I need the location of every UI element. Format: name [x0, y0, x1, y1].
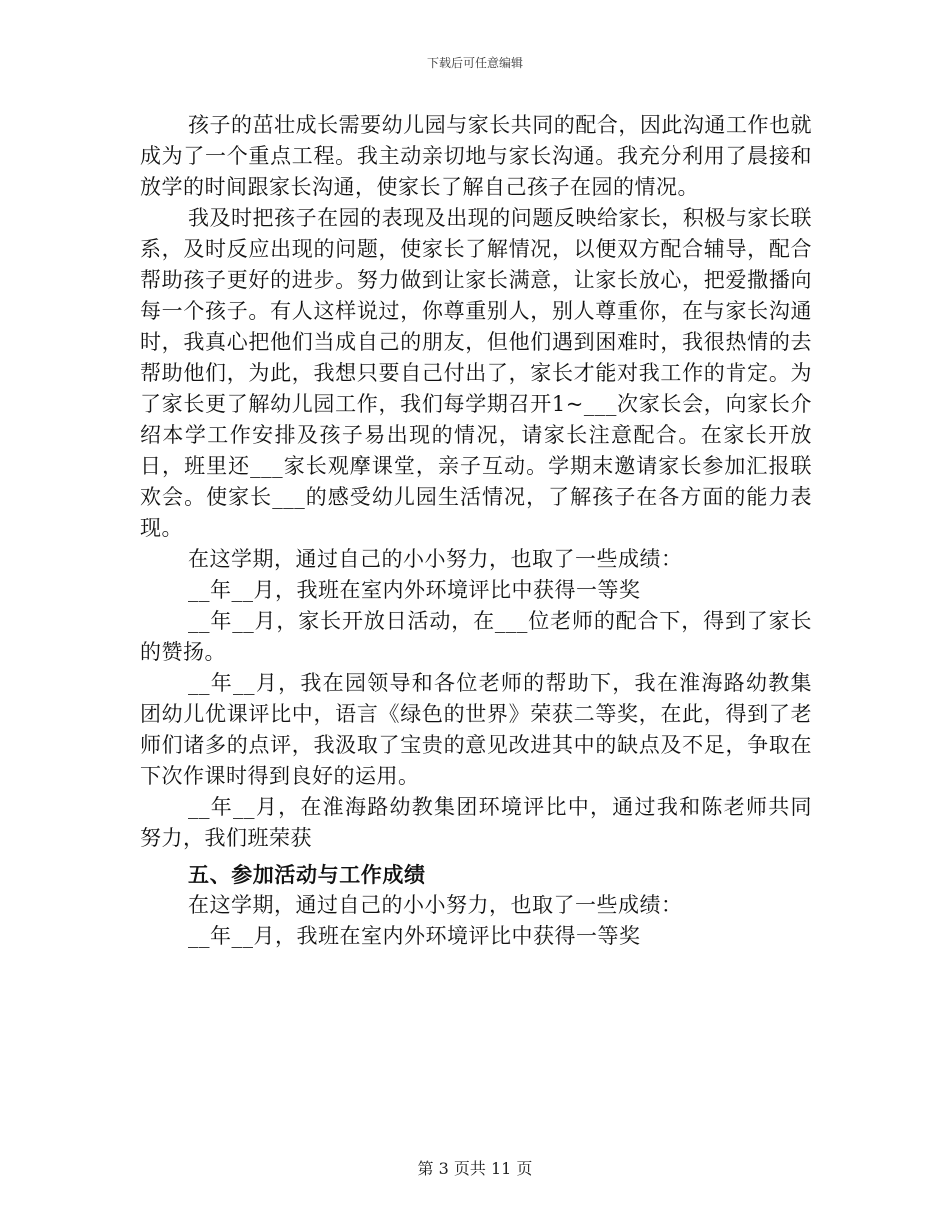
document-body [140, 110, 812, 952]
paragraph-section-intro: 在这学期，通过自己的小小努力，也取了一些成绩： [188, 893, 683, 917]
paragraph-achievement-1: __年__月，我班在室内外环境评比中获得一等奖 [188, 578, 641, 602]
paragraph-section-achievement-1: __年__月，我班在室内外环境评比中获得一等奖 [188, 924, 641, 948]
page-header: 下载后可任意编辑 [426, 56, 523, 70]
page-footer: 第 3 页共 11 页 [417, 1159, 533, 1178]
paragraph-communication: 孩子的茁壮成长需要幼儿园与家长共同的配合，因此沟通工作也就成为了一个重点工程。我主动亲切地与家长沟通。我充分利用了晨接和放学的时间跟家长沟通，使家长了解自己孩子在园的情况。 [140, 113, 812, 199]
paragraph-achievements-intro: 在这学期，通过自己的小小努力，也取了一些成绩： [188, 547, 683, 571]
paragraph-achievement-4: __年__月，在淮海路幼教集团环境评比中，通过我和陈老师共同努力，我们班荣获 [140, 795, 812, 850]
paragraph-achievement-2: __年__月，家长开放日活动，在___位老师的配合下，得到了家长的赞扬。 [140, 609, 812, 664]
paragraph-parent-contact: 我及时把孩子在园的表现及出现的问题反映给家长，积极与家长联系，及时反应出现的问题，使家长了解情况，以便双方配合辅导，配合帮助孩子更好的进步。努力做到让家长满意，让家长放心，把爱撒播向每一个孩子。有人这样说过，你尊重别人，别人尊重你，在与家长沟通时，我真心把他们当成自己的朋友，但他们遇到困难时，我很热情的去帮助他们，为此，我想只要自己付出了，家长才能对我工作的肯定。为了家长更了解幼儿园工作，我们每学期召开1~___次家长会，向家长介绍本学工作安排及孩子易出现的情况，请家长注意配合。在家长开放日，班里还___家长观摩课堂，亲子互动。学期末邀请家长参加汇报联欢会。使家长___的感受幼儿园生活情况，了解孩子在各方面的能力表现。 [140, 206, 812, 540]
section-heading: 五、参加活动与工作成绩 [188, 862, 426, 887]
paragraph-achievement-3: __年__月，我在园领导和各位老师的帮助下，我在淮海路幼教集团幼儿优课评比中，语言《绿色的世界》荣获二等奖，在此，得到了老师们诸多的点评，我汲取了宝贵的意见改进其中的缺点及不足，争取在下次作课时得到良好的运用。 [140, 671, 812, 788]
